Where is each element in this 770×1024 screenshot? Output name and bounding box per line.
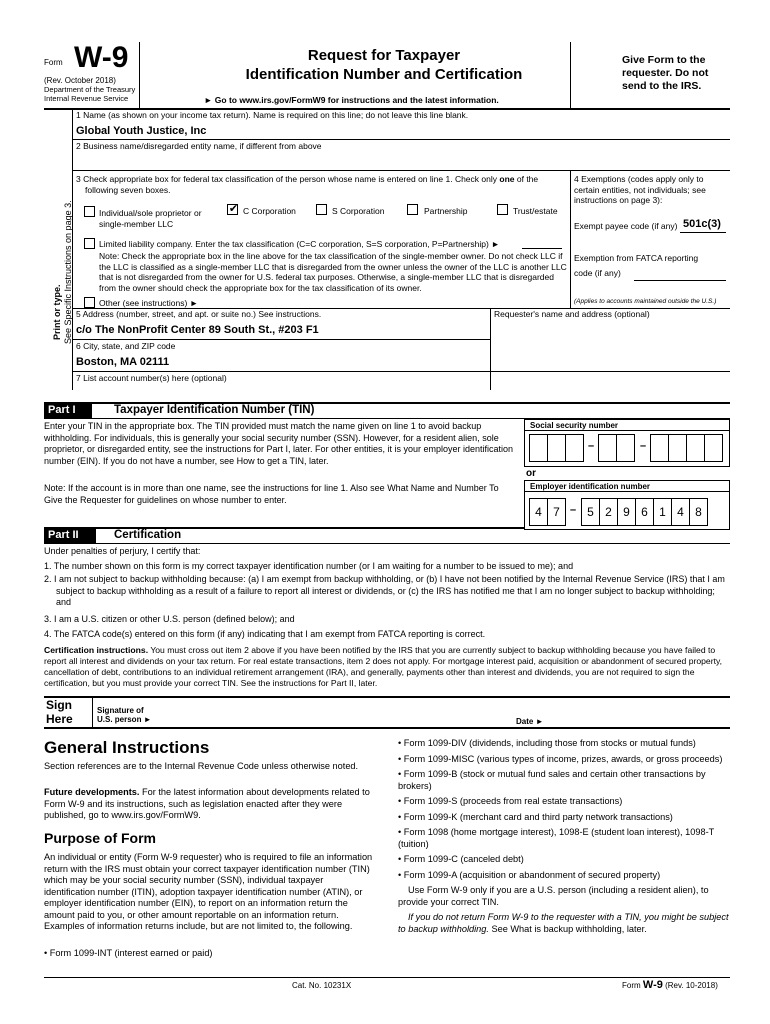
- line5-label: 5 Address (number, street, and apt. or suite no.) See instructions.: [76, 309, 322, 319]
- purpose-title: Purpose of Form: [44, 830, 157, 846]
- partnership-checkbox[interactable]: [407, 204, 418, 215]
- other-label: Other (see instructions) ►: [99, 298, 199, 308]
- form-word: Form: [44, 58, 63, 67]
- ein-digit[interactable]: 7: [547, 498, 566, 526]
- ein-digit[interactable]: 9: [617, 498, 636, 526]
- line1-label: 1 Name (as shown on your income tax return). Name is required on this line; do not leave this line blank.: [76, 110, 469, 120]
- part1-tag: Part I: [44, 403, 92, 418]
- ein-digit[interactable]: 8: [689, 498, 708, 526]
- general-title: General Instructions: [44, 738, 210, 757]
- department: Department of the Treasury: [44, 85, 136, 94]
- purpose-text: An individual or entity (Form W-9 requester) who is required to file an information return with the IRS must obtain your correct taxpayer identification number (TIN) which may be your social security number (SSN), individual taxpayer identification number (ITIN), adoption taxpayer identification number (ATIN), or employer identification number (EIN), to report on an information return the amount paid to you, or other amount reportable on an information return. Examples of information returns include, but are not limited to, the following.: [44, 852, 373, 931]
- ssn-digit[interactable]: [565, 434, 584, 462]
- individual-checkbox[interactable]: [84, 206, 95, 217]
- c-corp-checkbox[interactable]: [227, 204, 238, 215]
- line6-label: 6 City, state, and ZIP code: [76, 341, 176, 351]
- part2-tag: Part II: [44, 528, 96, 543]
- form-title: [184, 46, 584, 84]
- date-label: Date ►: [516, 717, 544, 726]
- llc-note: Note: Check the appropriate box in the line above for the tax classification of the single-member owner. Do not check LLC if the LLC is classified as a single-member LLC that is disregarded from the owner unless the owner of the LLC is another LLC that is not disregarded from the owner for U.S. federal tax purposes. Otherwise, a single-member LLC that is disregarded from the owner should check the appropriate box for the tax classification of its owner.: [99, 251, 567, 293]
- exempt-payee-value[interactable]: 501c(3): [683, 218, 721, 230]
- cat-number: Cat. No. 10231X: [292, 981, 352, 990]
- cert-item-2: 2. I am not subject to backup withholding because: (a) I am exempt from backup withholding, or (b) I have not been notified by the Internal Revenue Service (IRS) that I am subject to backup withholding as a result of a failure to report all interest or dividends, or (c) the IRS has notified me that I am no longer subject to backup withholding; and: [44, 574, 725, 607]
- llc-classification-field[interactable]: [522, 248, 562, 249]
- other-checkbox[interactable]: [84, 297, 95, 308]
- ein-digit[interactable]: 4: [671, 498, 690, 526]
- line3-label: 3 Check appropriate box for federal tax classification of the person whose name is entered on line 1. Check only one of the following seven boxes.: [76, 174, 539, 195]
- ein-dash: –: [569, 504, 577, 516]
- ein-digit[interactable]: 6: [635, 498, 654, 526]
- ein-label: Employer identification number: [530, 482, 651, 491]
- line5-value[interactable]: c/o The NonProfit Center 89 South St., #203 F1: [76, 324, 319, 336]
- title-line-2: Identification Number and Certification: [245, 66, 523, 83]
- ssn-digit[interactable]: [547, 434, 566, 462]
- ein-digit[interactable]: 4: [529, 498, 548, 526]
- fatca-applies: (Applies to accounts maintained outside the U.S.): [574, 298, 717, 305]
- backup-withholding-text: If you do not return Form W-9 to the requester with a TIN, you might be subject to backup withholding. See What is backup withholding, later.: [398, 912, 729, 934]
- llc-checkbox[interactable]: [84, 238, 95, 249]
- bullet-item: • Form 1099-K (merchant card and third party network transactions): [398, 811, 673, 822]
- line6-value[interactable]: Boston, MA 02111: [76, 356, 170, 368]
- exempt-payee-label: Exempt payee code (if any): [574, 221, 678, 231]
- bullet-item: • Form 1099-DIV (dividends, including those from stocks or mutual funds): [398, 738, 696, 748]
- side-instructions: [52, 140, 62, 340]
- ssn-digit[interactable]: [650, 434, 669, 462]
- ssn-label: Social security number: [530, 421, 619, 430]
- part1-text: Enter your TIN in the appropriate box. The TIN provided must match the name given on line 1 to avoid backup withholding. For individuals, this is generally your social security number (SSN). However, for a resident alien, sole proprietor, or disregarded entity, see the instructions for Part I, later. For other entities, it is your employer identification number (EIN). If you do not have a number, see How to get a TIN, later.: [44, 421, 514, 466]
- trust-checkbox[interactable]: [497, 204, 508, 215]
- goto-instructions: ► Go to www.irs.gov/FormW9 for instructions and the latest information.: [204, 95, 499, 105]
- sign-here: Sign Here: [46, 698, 73, 726]
- line7-label: 7 List account number(s) here (optional): [76, 373, 227, 383]
- ssn-digit[interactable]: [529, 434, 548, 462]
- part2-title: Certification: [114, 529, 182, 541]
- cert-instructions: Certification instructions. You must cross out item 2 above if you have been notified by the IRS that you are currently subject to backup withholding because you have failed to report all interest and dividends on your tax return. For real estate transactions, item 2 does not apply. For mortgage interest paid, acquisition or abandonment of secured property, cancellation of debt, contributions to an individual retirement arrangement (IRA), and generally, payments other than interest and dividends, you are not required to sign the certification, but you must provide your correct TIN. See the instructions for Part II, later.: [44, 645, 722, 688]
- ssn-digit[interactable]: [704, 434, 723, 462]
- bullet-item: • Form 1099-C (canceled debt): [398, 854, 524, 864]
- part1-note: Note: If the account is in more than one name, see the instructions for line 1. Also see What Name and Number To Give the Requester for guidelines on whose number to enter.: [44, 483, 499, 505]
- bullet-item: • Form 1099-S (proceeds from real estate transactions): [398, 796, 623, 806]
- cert-item-3: 3. I am a U.S. citizen or other U.S. person (defined below); and: [44, 614, 295, 624]
- side-see-specific: See Specific Instructions on page 3.: [63, 200, 73, 344]
- ssn-dash: –: [639, 440, 647, 452]
- use-form-text: Use Form W-9 only if you are a U.S. person (including a resident alien), to provide your correct TIN.: [398, 885, 709, 907]
- bullet-item: • Form 1099-A (acquisition or abandonment of secured property): [398, 869, 661, 880]
- ein-digit[interactable]: 2: [599, 498, 618, 526]
- irs-label: Internal Revenue Service: [44, 94, 129, 103]
- line2-value[interactable]: [76, 154, 716, 168]
- fatca-label: Exemption from FATCA reporting code (if any): [574, 253, 699, 278]
- revision: (Rev. October 2018): [44, 76, 116, 85]
- line1-value[interactable]: Global Youth Justice, Inc: [76, 125, 207, 137]
- fatca-field[interactable]: [634, 280, 726, 281]
- cert-item-1: 1. The number shown on this form is my correct taxpayer identification number (or I am waiting for a number to be issued to me); and: [44, 561, 574, 571]
- bullet-1099-int: • Form 1099-INT (interest earned or paid): [44, 948, 213, 958]
- give-form-note: Give Form to the requester. Do not send to the IRS.: [622, 54, 709, 92]
- s-corp-checkbox[interactable]: [316, 204, 327, 215]
- future-developments: Future developments. For the latest information about developments related to Form W-9 and its instructions, such as legislation enacted after they were published, go to www.irs.gov/FormW9.: [44, 787, 370, 820]
- form-header: [44, 42, 730, 112]
- ssn-digit[interactable]: [686, 434, 705, 462]
- check-icon: ✔: [228, 203, 239, 215]
- ein-digit[interactable]: 5: [581, 498, 600, 526]
- signature-label: Signature of U.S. person ►: [97, 706, 152, 724]
- print-or-type: Print or type.: [52, 284, 62, 340]
- individual-label: Individual/sole proprietor or single-member LLC: [99, 208, 202, 229]
- form-number: W-9: [74, 41, 129, 74]
- ssn-digit[interactable]: [598, 434, 617, 462]
- cert-item-4: 4. The FATCA code(s) entered on this form (if any) indicating that I am exempt from FATCA reporting is correct.: [44, 629, 486, 639]
- general-p1: Section references are to the Internal Revenue Code unless otherwise noted.: [44, 761, 359, 771]
- line4-label: 4 Exemptions (codes apply only to certain entities, not individuals; see instructions on page 3):: [574, 174, 706, 205]
- s-corp-label: S Corporation: [332, 206, 385, 216]
- requester-label: Requester's name and address (optional): [494, 309, 650, 319]
- or-label: or: [526, 468, 536, 479]
- part2-intro: Under penalties of perjury, I certify that:: [44, 546, 201, 556]
- ssn-dash: –: [587, 440, 595, 452]
- bullet-item: • Form 1099-MISC (various types of income, prizes, awards, or gross proceeds): [398, 753, 723, 764]
- right-column: [398, 738, 730, 939]
- ein-digit[interactable]: 1: [653, 498, 672, 526]
- footer-form: Form W-9 (Rev. 10-2018): [622, 979, 718, 991]
- partnership-label: Partnership: [424, 206, 468, 216]
- title-line-1: Request for Taxpayer: [307, 47, 461, 64]
- line2-label: 2 Business name/disregarded entity name, if different from above: [76, 141, 322, 151]
- llc-label: Limited liability company. Enter the tax classification (C=C corporation, S=S corporation, P=Partnership) ►: [99, 239, 500, 249]
- date-field[interactable]: [550, 700, 728, 726]
- ssn-digit[interactable]: [668, 434, 687, 462]
- signature-field[interactable]: [170, 700, 490, 726]
- c-corp-label: C Corporation: [243, 206, 296, 216]
- part1-title: Taxpayer Identification Number (TIN): [114, 404, 315, 416]
- ssn-digit[interactable]: [616, 434, 635, 462]
- bullet-item: • Form 1099-B (stock or mutual fund sales and certain other transactions by brokers): [398, 769, 706, 791]
- bullet-item: • Form 1098 (home mortgage interest), 1098-E (student loan interest), 1098-T (tuition): [398, 827, 715, 849]
- trust-label: Trust/estate: [513, 206, 558, 216]
- form-revision-block: [44, 76, 144, 103]
- line7-field[interactable]: [76, 384, 716, 398]
